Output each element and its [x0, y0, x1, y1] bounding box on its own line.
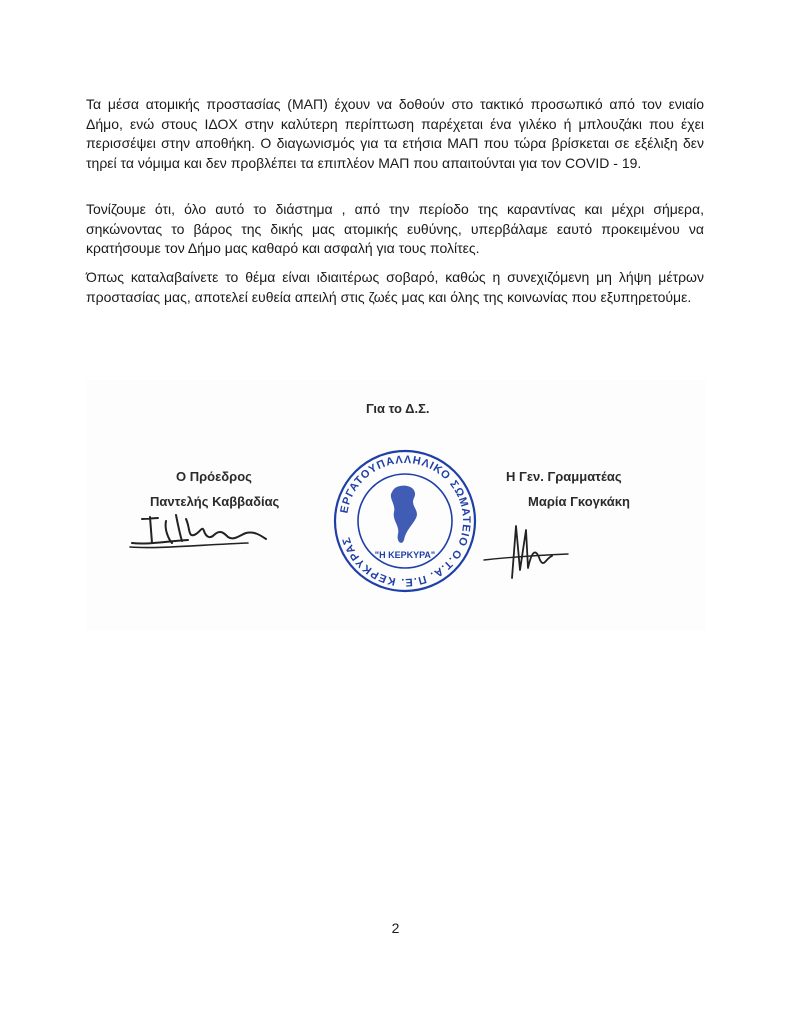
- secretary-name: Μαρία Γκογκάκη: [528, 494, 630, 509]
- president-title: Ο Πρόεδρος: [176, 469, 252, 484]
- svg-text:"Η ΚΕΡΚΥΡΑ": "Η ΚΕΡΚΥΡΑ": [374, 550, 436, 560]
- paragraph-2: Τονίζουμε ότι, όλο αυτό το διάστημα , από την περίοδο της καραντίνας και μέχρι σήμερα, σηκώνοντας το βάρος της δικής μας ατομικής ευθύνης, υπερβάλαμε εαυτό προκειμένου να κρατήσουμε τον Δήμο μας καθαρό και ασφαλή για τους πολίτες.: [86, 201, 704, 256]
- paragraph-1: Τα μέσα ατομικής προστασίας (ΜΑΠ) έχουν να δοθούν στο τακτικό προσωπικό από τον ενιαίο Δήμο, ενώ στους ΙΔΟΧ στην καλύτερη περίπτωση παρέχεται ένα γιλέκο ή μπλουζάκι που έχει περισσέψει στην αποθήκη. Ο διαγωνισμός για τα ετήσια ΜΑΠ που τώρα βρίσκεται σε εξέλιξη δεν τηρεί τα νόμιμα και δεν προβλέπει τα επιπλέον ΜΑΠ που απαιτούνται για τον COVID - 19.: [86, 96, 704, 171]
- page-number: 2: [391, 920, 400, 936]
- secretary-title: Η Γεν. Γραμματέας: [506, 469, 622, 484]
- president-signature: [128, 505, 278, 555]
- president-name: Παντελής Καββαδίας: [150, 494, 280, 509]
- union-stamp: [330, 446, 480, 596]
- paragraph-3: Όπως καταλαβαίνετε το θέμα είναι ιδιαιτέρως σοβαρό, καθώς η συνεχιζόμενη μη λήψη μέτρων προστασίας μας, αποτελεί ευθεία απειλή στις ζωές μας και όλης της κοινωνίας που εξυπηρετούμε.: [86, 269, 704, 305]
- secretary-signature: [482, 520, 572, 580]
- board-label: Για το Δ.Σ.: [366, 401, 430, 416]
- svg-text:ΕΡΓΑΤΟΥΠΑΛΛΗΛΙΚΟ ΣΩΜΑΤΕΙΟ Ο.Τ.: ΕΡΓΑΤΟΥΠΑΛΛΗΛΙΚΟ ΣΩΜΑΤΕΙΟ Ο.Τ.Α. Π.Ε. ΚΕΡΚΥΡΑΣ: [338, 453, 473, 589]
